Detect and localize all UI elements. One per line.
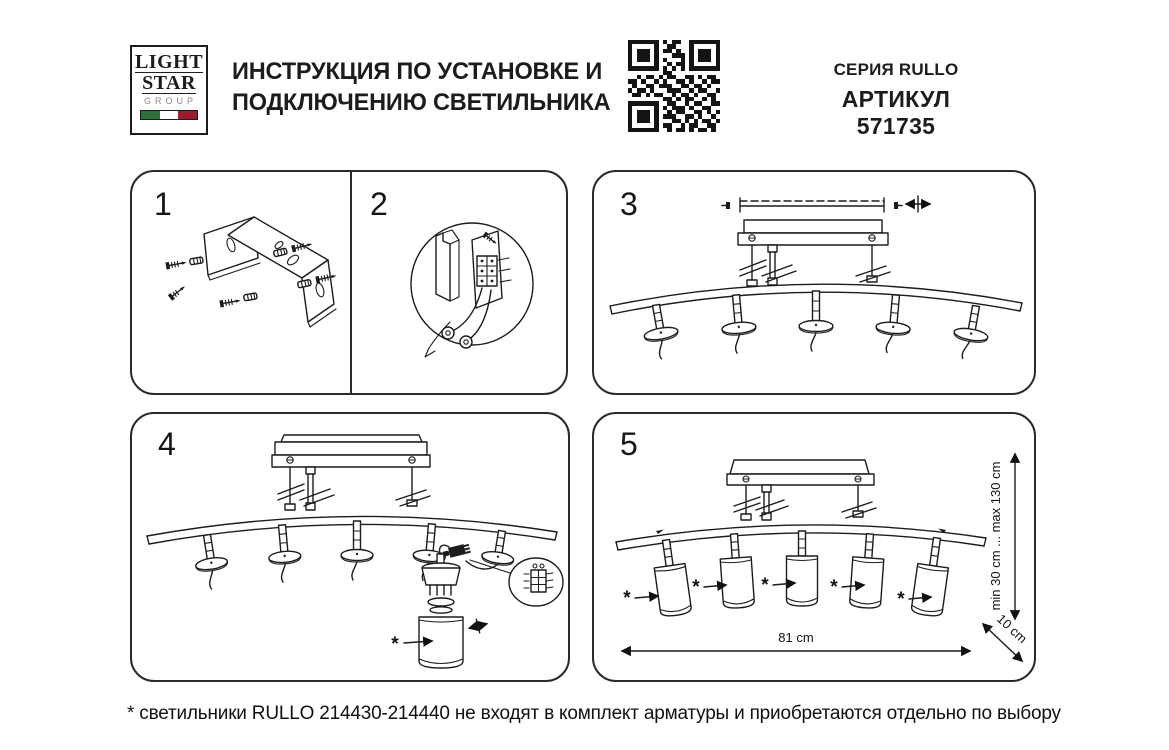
logo-group: GROUP (143, 96, 197, 106)
asterisk-marker: * (391, 634, 399, 655)
shade-cylinder (419, 617, 463, 668)
ceiling-bar-drawing (722, 198, 902, 212)
panel-step-5 (592, 412, 1036, 682)
lamp-connection-detail (391, 543, 563, 668)
asterisk-marker: * (761, 575, 769, 596)
screw-direction-icon (906, 196, 930, 212)
canopy (730, 460, 869, 474)
mounting-bracket-drawing (204, 217, 336, 327)
step4-diagram (132, 414, 568, 680)
dimension-height (988, 454, 1015, 619)
width-dimension-label: 81 cm (778, 630, 814, 645)
height-dimension-label: min 30 cm ... max 130 cm (988, 461, 1003, 611)
lightstar-logo (130, 45, 208, 135)
canopy (275, 442, 427, 455)
logo-star: STAR (142, 72, 196, 94)
step-1-number: 1 (154, 186, 172, 222)
screw-icon (165, 259, 187, 270)
dimension-width (622, 630, 970, 651)
step1-step2-diagram (132, 172, 566, 393)
screw-icon (168, 284, 187, 301)
wiring-detail-drawing (411, 223, 533, 357)
dimension-depth (983, 611, 1030, 661)
ring-lower (430, 607, 452, 613)
dowel-icon (189, 257, 203, 265)
screw-icon (894, 202, 902, 209)
footnote: * светильники RULLO 214430-214440 не входят в комплект арматуры и приобретаются отдельно по выбору (127, 703, 1061, 724)
title-line-2: ПОДКЛЮЧЕНИЮ СВЕТИЛЬНИКА (232, 89, 611, 116)
product-meta (800, 60, 992, 140)
lamp-assemblies (651, 531, 953, 617)
screw-direction-icon (468, 617, 489, 635)
screw-icon (722, 202, 730, 209)
hanger-discs (639, 291, 992, 362)
asterisk-marker: * (623, 588, 631, 609)
asterisk-marker: * (897, 589, 905, 610)
mounting-bar (738, 233, 888, 245)
logo-light: LIGHT (134, 51, 204, 73)
mounting-bar (272, 455, 430, 467)
ring-upper (428, 598, 454, 606)
canopy-top (281, 435, 422, 442)
step-5-number: 5 (620, 426, 638, 462)
italian-flag-icon (140, 110, 198, 120)
step5-diagram (594, 414, 1034, 680)
page-title (232, 56, 610, 118)
title-line-1: ИНСТРУКЦИЯ ПО УСТАНОВКЕ И (232, 58, 603, 85)
panel-steps-1-2 (130, 170, 568, 395)
panel-step-3 (592, 170, 1036, 395)
canopy (744, 220, 882, 233)
article-label: АРТИКУЛ 571735 (841, 86, 951, 139)
step-2-number: 2 (370, 186, 388, 222)
depth-dimension-label: 10 cm (994, 611, 1031, 647)
step-4-number: 4 (158, 426, 176, 462)
screw-icon (219, 297, 241, 308)
panel-step-4 (130, 412, 570, 682)
asterisk-marker: * (830, 577, 838, 598)
qr-module (716, 128, 720, 132)
step-3-number: 3 (620, 186, 638, 222)
dowel-icon (243, 293, 257, 301)
series-label: СЕРИЯ RULLO (833, 60, 959, 79)
terminal-magnifier (509, 558, 563, 606)
qr-code (628, 40, 720, 132)
step3-diagram (594, 172, 1034, 393)
holder-body (422, 568, 460, 585)
asterisk-marker: * (692, 577, 700, 598)
